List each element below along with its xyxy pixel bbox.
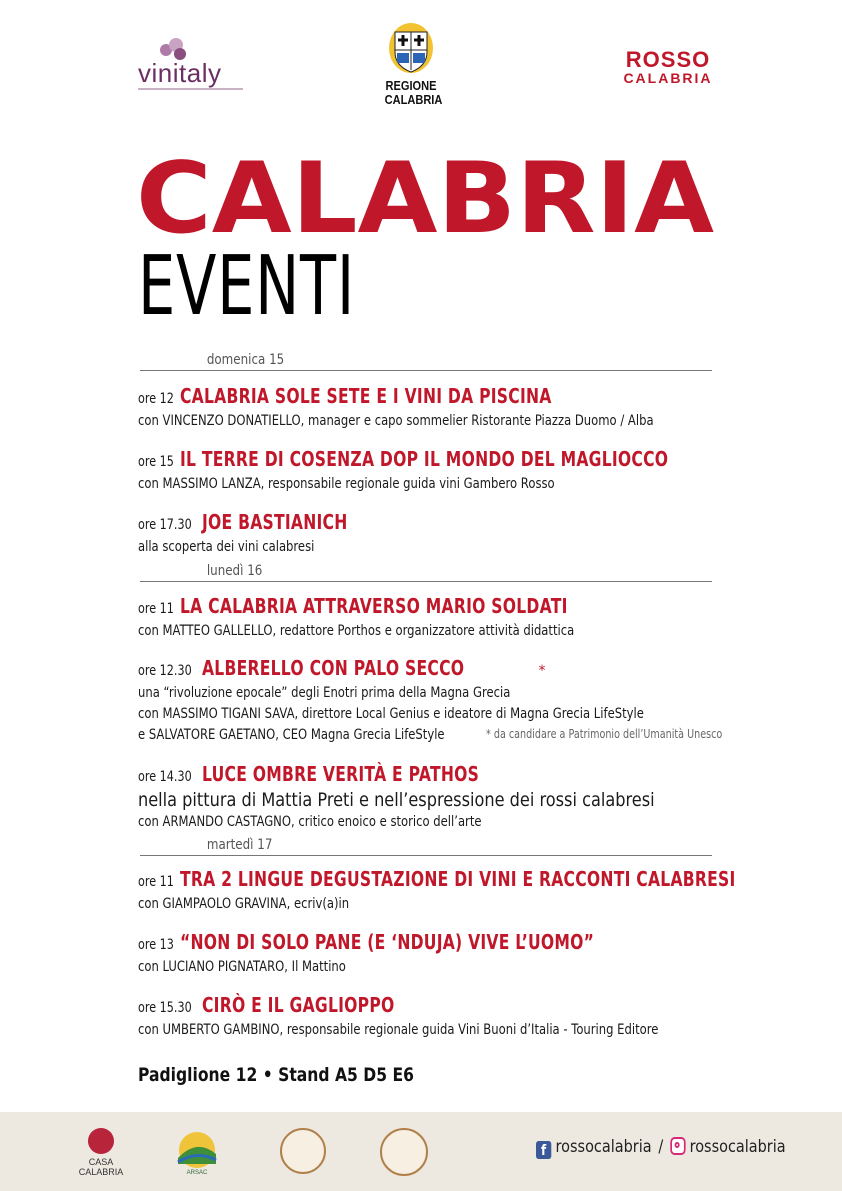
footer-bar [0,1112,842,1191]
vinitaly-wordmark: vinitaly [138,58,222,88]
casa-calabria-logo [66,1128,136,1177]
event-title: TRA 2 LINGUE DEGUSTAZIONE DI VINI E RACCONTI CALABRESI [180,867,736,891]
event-title: JOE BASTIANICH [202,510,348,534]
day-label: martedì 17 [206,837,273,853]
event-item [138,594,738,642]
regione-name-line1: REGIONE [385,78,437,93]
rosso-wordmark: ROSSO [625,47,711,72]
regione-name-line2: CALABRIA [384,92,443,107]
event-title: LUCE OMBRE VERITÀ E PATHOS [202,762,480,786]
event-detail: con LUCIANO PIGNATARO, Il Mattino [138,959,346,975]
event-detail: alla scoperta dei vini calabresi [138,539,315,555]
instagram-handle[interactable]: rossocalabria [689,1137,786,1157]
event-item [138,930,738,978]
event-title: CIRÒ E IL GAGLIOPPO [202,993,395,1017]
event-title: LA CALABRIA ATTRAVERSO MARIO SOLDATI [180,594,568,618]
event-detail: con UMBERTO GAMBINO, responsabile regionale guida Vini Buoni d’Italia - Touring Editore [138,1022,659,1038]
vinitaly-logo [138,38,258,98]
social-links [536,1137,786,1159]
event-detail: con MASSIMO TIGANI SAVA, direttore Local Genius e ideatore di Magna Grecia LifeStyle [138,706,644,722]
event-item [138,762,738,833]
calabria-title-text: CALABRIA [136,152,715,238]
event-detail: con MASSIMO LANZA, responsabile regionale guida vini Gambero Rosso [138,476,555,492]
event-title: “NON DI SOLO PANE (E ‘NDUJA) VIVE L’UOMO” [180,930,595,954]
event-detail: con GIAMPAOLO GRAVINA, ecriv(a)in [138,896,350,912]
event-detail: con VINCENZO DONATIELLO, manager e capo sommelier Ristorante Piazza Duomo / Alba [138,413,654,429]
event-item [138,993,738,1041]
day-label: domenica 15 [206,352,285,368]
event-item [138,867,738,915]
casa-calabria-name: CASA CALABRIA [78,1157,124,1177]
event-detail: nella pittura di Mattia Preti e nell’espressione dei rossi calabresi [138,789,655,811]
coat-of-arms-icon [388,22,434,74]
event-title: ALBERELLO CON PALO SECCO [202,656,465,680]
location-info: Padiglione 12 • Stand A5 D5 E6 [138,1064,414,1086]
event-item [138,384,738,432]
event-time: ore 15.30 [138,1000,192,1016]
event-time: ore 13 [138,937,174,953]
social-separator: / [658,1137,664,1157]
event-time: ore 11 [138,874,174,890]
event-detail: con MATTEO GALLELLO, redattore Porthos e organizzatore attività didattica [138,623,575,639]
event-time: ore 12.30 [138,663,192,679]
unesco-footnote: * da candidare a Patrimonio dell’Umanità Unesco [486,727,723,741]
event-time: ore 17.30 [138,517,192,533]
event-time: ore 11 [138,601,174,617]
event-detail: una “rivoluzione epocale” degli Enotri prima della Magna Grecia [138,685,511,701]
event-item [138,447,738,495]
event-detail: e SALVATORE GAETANO, CEO Magna Grecia LifeStyle [138,727,445,743]
calabria-title [136,152,716,238]
facebook-icon[interactable]: f [536,1141,551,1159]
event-time: ore 14.30 [138,769,192,785]
rosso-calabria-logo [618,47,718,86]
casa-calabria-mark-icon [88,1128,114,1154]
eventi-title: EVENTI [138,239,355,334]
event-detail: con ARMANDO CASTAGNO, critico enoico e storico dell’arte [138,814,482,830]
day-separator-monday [140,563,712,582]
calabria-wordmark: CALABRIA [623,70,713,86]
event-title: CALABRIA SOLE SETE E I VINI DA PISCINA [180,384,552,408]
terre-seal-icon [380,1128,428,1176]
event-time: ore 15 [138,454,174,470]
instagram-icon[interactable] [670,1137,685,1155]
day-separator-tuesday [140,837,712,856]
association-seal-icon [280,1128,326,1174]
day-separator-sunday [140,352,712,371]
event-time: ore 12 [138,391,174,407]
day-label: lunedì 16 [206,563,263,579]
event-title: IL TERRE DI COSENZA DOP IL MONDO DEL MAGLIOCCO [180,447,669,471]
arsac-logo [172,1128,222,1178]
facebook-handle[interactable]: rossocalabria [555,1137,652,1157]
arsac-label: ARSAC [186,1170,208,1176]
asterisk: * [538,663,546,679]
regione-calabria-logo [380,22,442,114]
event-item [138,510,738,558]
